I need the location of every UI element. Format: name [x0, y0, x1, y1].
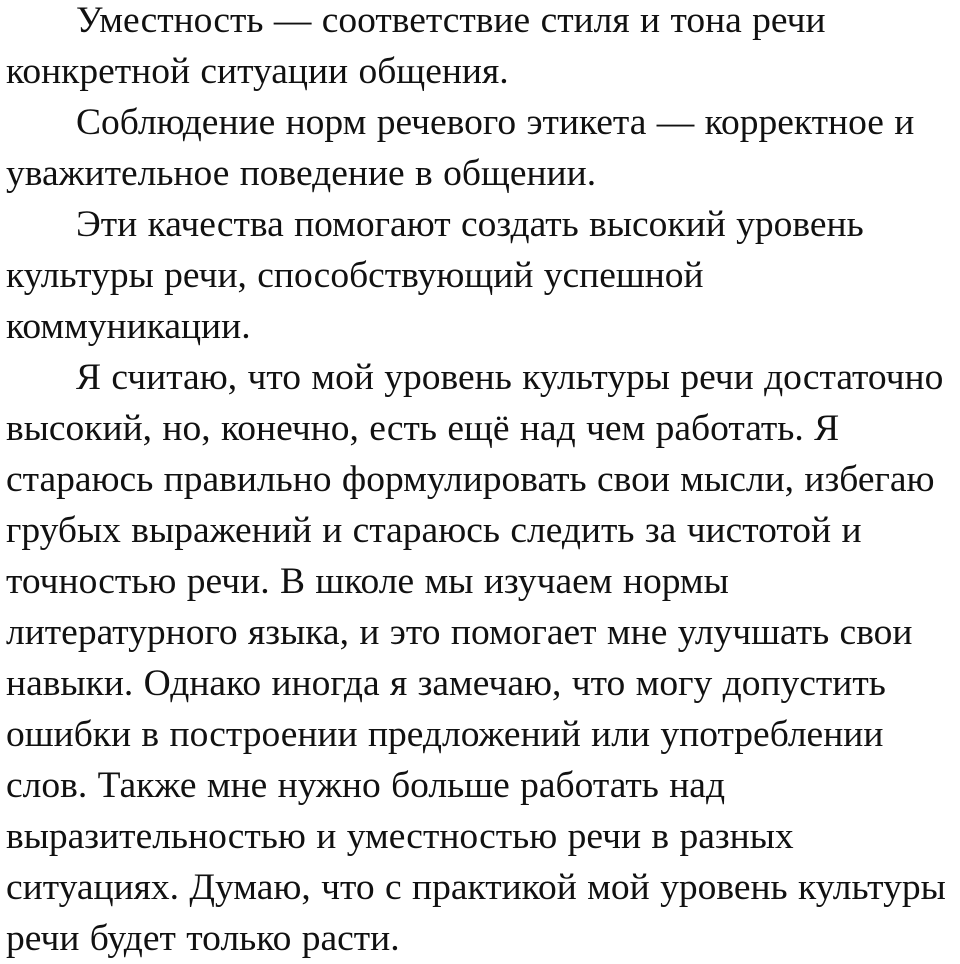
- paragraph-appropriateness: Уместность — соответствие стиля и тона речи конкретной ситуации общения.: [6, 0, 826, 92]
- paragraph-qualities-summary: Эти качества помогают создать высокий уровень культуры речи, способствующий успешной коммуникации.: [6, 204, 864, 347]
- paragraph-speech-etiquette: Соблюдение норм речевого этикета — корректное и уважительное поведение в общении.: [6, 102, 915, 194]
- paragraph-self-assessment: Я считаю, что мой уровень культуры речи достаточно высокий, но, конечно, есть ещё над чем работать. Я стараюсь правильно формулировать свои мысли, избегаю грубых выражений и стараюсь следить за чистотой и точностью речи. В школе мы изучаем нормы литературного языка, и это помогает мне улучшать свои навыки. Однако иногда я замечаю, что могу допустить ошибки в построении предложений или употреблении слов. Также мне нужно больше работать над выразительностью и уместностью речи в разных ситуациях. Думаю, что с практикой мой уровень культуры речи будет только расти.: [6, 357, 946, 959]
